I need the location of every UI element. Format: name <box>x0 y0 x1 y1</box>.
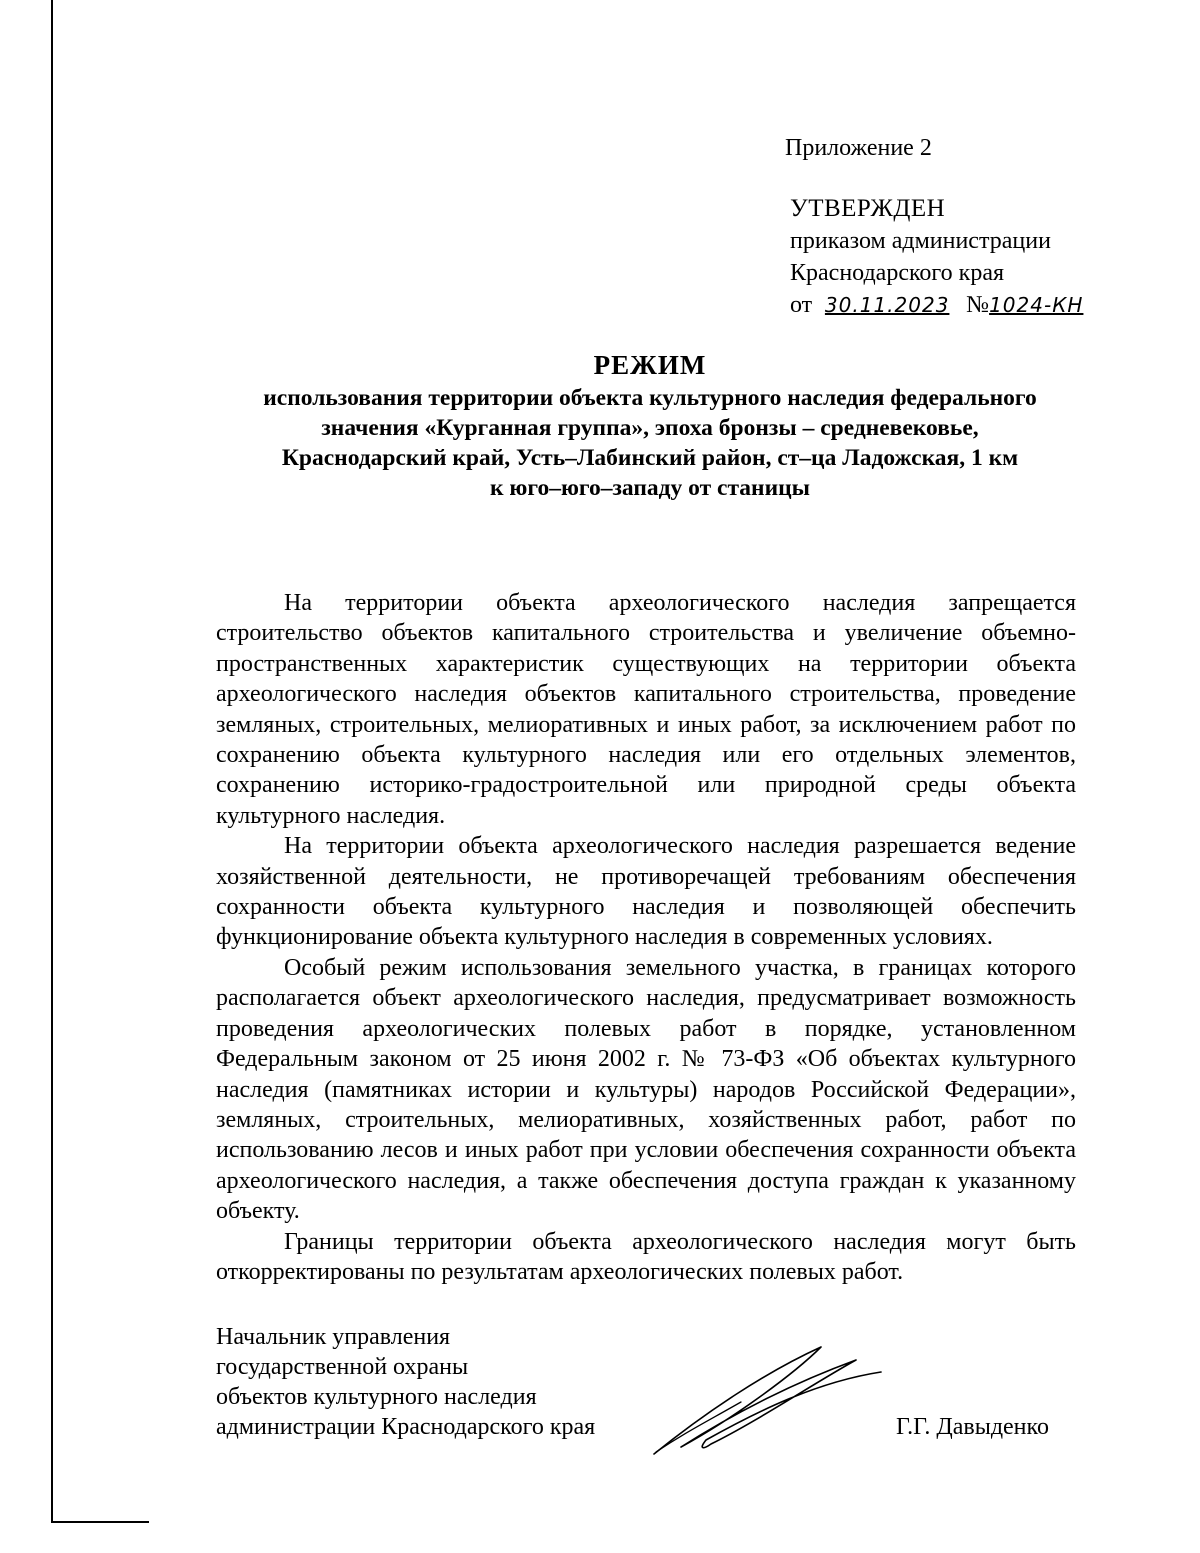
position-line: объектов культурного наследия <box>216 1384 537 1410</box>
position-line: администрации Краснодарского края <box>216 1414 596 1440</box>
date-prefix: от <box>790 292 813 318</box>
title-line: значения «Курганная группа», эпоха бронзы – средневековье, <box>321 415 979 441</box>
approval-block <box>790 193 1170 321</box>
position-line: государственной охраны <box>216 1354 469 1380</box>
position-line: Начальник управления <box>216 1324 451 1350</box>
handwritten-signature <box>646 1342 886 1462</box>
order-issuer-line2: Краснодарского края <box>790 260 1005 286</box>
title-line: использования территории объекта культурного наследия федерального <box>263 385 1037 411</box>
document-body <box>216 588 1076 1287</box>
scan-edge-left <box>51 0 53 1523</box>
body-paragraph: На территории объекта археологического наследия разрешается ведение хозяйственной деятельности, не противоречащей требованиям обеспечения сохранности объекта культурного наследия и позволяющей обеспечить функционирование объекта культурного наследия в современных условиях. <box>216 833 1076 951</box>
title-line: Краснодарский край, Усть–Лабинский район, ст–ца Ладожская, 1 км <box>281 445 1019 471</box>
body-paragraph: На территории объекта археологического наследия запрещается строительство объектов капитального строительства и увеличение объемно-пространственных характеристик существующих на территории объекта археологического наследия объектов капитального строительства, проведение земляных, строительных, мелиоративных и иных работ, за исключением работ по сохранению объекта культурного наследия или его отдельных элементов, сохранению историко-градостроительной или природной среды объекта культурного наследия. <box>216 590 1076 829</box>
order-issuer-line1: приказом администрации <box>790 228 1051 254</box>
order-date-handwritten: 30.11.2023 <box>824 293 950 317</box>
scan-edge-bottom <box>51 1521 149 1523</box>
signatory-name: Г.Г. Давыденко <box>896 1414 1049 1440</box>
title-line: к юго–юго–западу от станицы <box>489 475 811 501</box>
title-main: РЕЖИМ <box>593 350 707 380</box>
number-prefix: № <box>966 292 990 318</box>
body-paragraph: Границы территории объекта археологического наследия могут быть откорректированы по результатам археологических полевых работ. <box>216 1228 1076 1285</box>
order-date-number-line <box>790 289 1170 321</box>
body-paragraph: Особый режим использования земельного участка, в границах которого располагается объект археологического наследия, предусматривает возможность проведения археологических полевых работ в порядке, установленном Федеральным законом от 25 июня 2002 г. № 73-ФЗ «Об объектах культурного наследия (памятниках истории и культуры) народов Российской Федерации», земляных, строительных, мелиоративных, хозяйственных работ, работ по использованию лесов и иных работ при условии обеспечения сохранности объекта археологического наследия, а также обеспечения доступа граждан к указанному объекту. <box>216 954 1076 1225</box>
appendix-label: Приложение 2 <box>785 135 932 161</box>
signatory-position <box>216 1322 595 1442</box>
signature-block <box>216 1322 1076 1462</box>
approved-label: УТВЕРЖДЕН <box>790 195 946 222</box>
order-number-handwritten: 1024-КН <box>989 293 1084 317</box>
document-title <box>200 347 1100 503</box>
